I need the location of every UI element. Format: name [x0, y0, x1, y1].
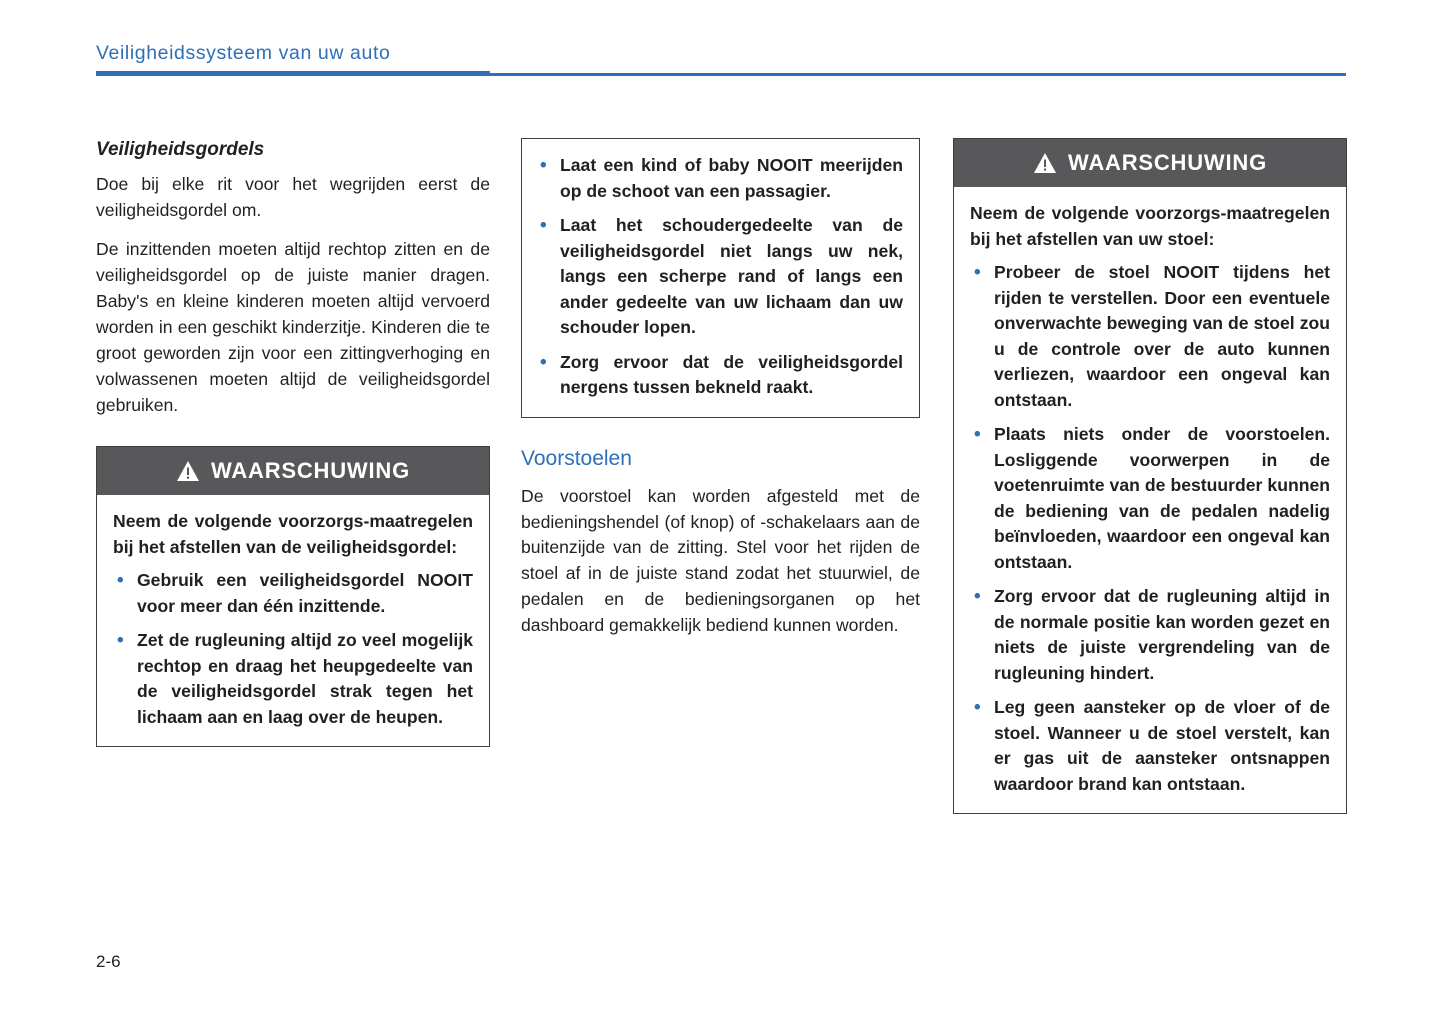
warning-lead-text: Neem de volgende voorzorgs-maatregelen bij het afstellen van uw stoel:	[970, 203, 1330, 249]
list-item: • Zet de rugleuning altijd zo veel mogelijk rechtop en draag het heupgedeelte van de veiligheidsgordel strak tegen het lichaam aan en laag over de heupen.	[113, 628, 473, 730]
subsection-heading-seatbelts: Veiligheidsgordels	[96, 139, 265, 160]
warning-box-seatbelt	[96, 446, 490, 747]
list-item: • Zorg ervoor dat de veiligheidsgordel nergens tussen bekneld raakt.	[536, 350, 903, 401]
column-left	[96, 138, 490, 747]
list-item: • Leg geen aansteker op de vloer of de stoel. Wanneer u de stoel verstelt, kan er gas uit de aansteker ontsnappen waardoor brand kan ontstaan.	[970, 695, 1330, 797]
column-right	[953, 138, 1347, 814]
warning-list	[970, 260, 1330, 797]
warning-content	[954, 187, 1346, 813]
bullet-box-seatbelt-continued	[521, 138, 920, 418]
page-header	[0, 0, 1445, 86]
warning-label: WAARSCHUWING	[1067, 150, 1268, 175]
list-item: • Laat een kind of baby NOOIT meerijden op de schoot van een passagier.	[536, 153, 903, 204]
list-item: • Laat het schoudergedeelte van de veiligheidsgordel niet langs uw nek, langs een scherpe rand of langs een ander gedeelte van uw lichaam dan uw schouder lopen.	[536, 213, 903, 341]
list-item: • Zorg ervoor dat de rugleuning altijd in de normale positie kan worden gezet en niets de juiste vergrendeling van de rugleuning hindert.	[970, 584, 1330, 686]
column-center	[521, 138, 920, 639]
list-item: • Gebruik een veiligheidsgordel NOOIT voor meer dan één inzittende.	[113, 568, 473, 619]
page-number: 2-6	[96, 952, 121, 971]
paragraph: Doe bij elke rit voor het wegrijden eerst de veiligheidsgordel om.	[96, 173, 490, 220]
warning-header	[954, 139, 1346, 187]
warning-box-seat-adjust	[953, 138, 1347, 814]
list-item: • Probeer de stoel NOOIT tijdens het rijden te verstellen. Door een eventuele onverwachte beweging van de stoel zou u de controle over de auto kunnen verliezen, waardoor een ongeval kan ontstaan.	[970, 260, 1330, 413]
list-item: • Plaats niets onder de voorstoelen. Losliggende voorwerpen in de voetenruimte van de bestuurder kunnen de bediening van de pedalen nadelig beïnvloeden, waardoor een ongeval kan ontstaan.	[970, 422, 1330, 575]
warning-list	[113, 568, 473, 730]
warning-header	[97, 447, 489, 495]
warning-triangle-icon	[1033, 152, 1057, 174]
section-heading-front-seats: Voorstoelen	[521, 446, 632, 470]
warning-label: WAARSCHUWING	[210, 458, 411, 484]
header-rule-secondary	[490, 73, 1346, 76]
bullet-list	[536, 153, 903, 401]
header-rule-primary	[96, 71, 490, 76]
warning-lead-text: Neem de volgende voorzorgs-maatregelen bij het afstellen van de veiligheidsgordel:	[113, 511, 473, 557]
page-title: Veiligheidssysteem van uw auto	[96, 42, 391, 64]
paragraph: De inzittenden moeten altijd rechtop zitten en de veiligheidsgordel op de juiste manier dragen. Baby's en kleine kinderen moeten altijd vervoerd worden in een geschikt kinderzitje. Kinderen die te groot geworden zijn voor een zittingverhoging en volwassenen moeten altijd de veiligheidsgordel gebruiken.	[96, 239, 490, 415]
paragraph: De voorstoel kan worden afgesteld met de bedieningshendel (of knop) of -schakelaars aan de buitenzijde van de zitting. Stel voor het rijden de stoel af in de juiste stand zodat het stuurwiel, de pedalen en de bedieningsorganen op het dashboard gemakkelijk bediend kunnen worden.	[521, 485, 920, 636]
warning-content	[97, 495, 489, 746]
warning-triangle-icon	[176, 460, 200, 482]
